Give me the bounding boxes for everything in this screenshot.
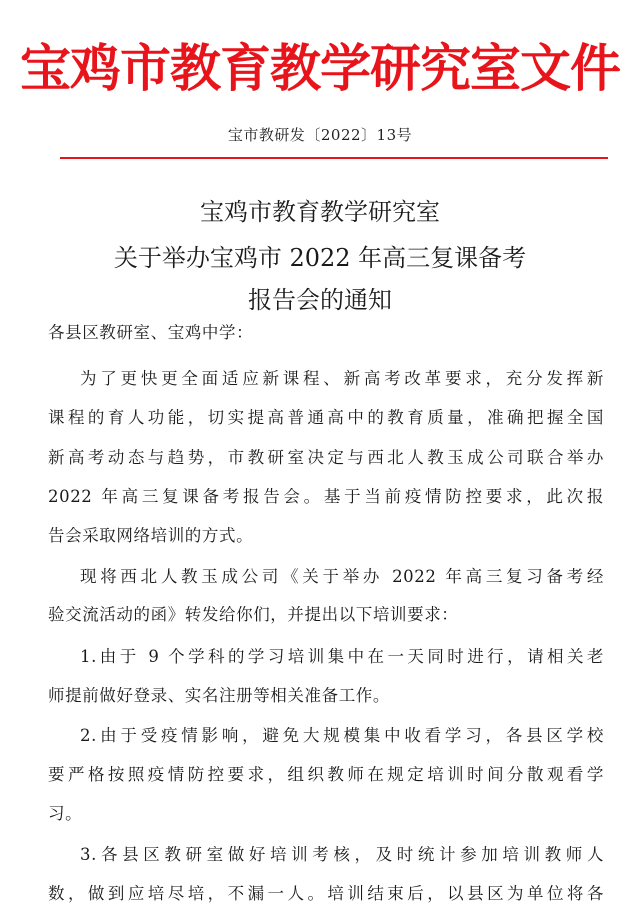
requirement-1-line: 师提前做好登录、实名注册等相关准备工作。 <box>48 686 390 705</box>
requirement-3-line: 数，做到应培尽培，不漏一人。培训结束后，以县区为单位将各 <box>48 884 604 903</box>
notice-title-line-3: 报告会的通知 <box>248 286 392 314</box>
requirement-1-line: 1.由于 9 个学科的学习培训集中在一天同时进行，请相关老 <box>80 647 604 666</box>
red-separator-line <box>60 157 608 159</box>
paragraph-1-line: 课程的育人功能，切实提高普通高中的教育质量，准确把握全国 <box>48 408 604 427</box>
paragraph-1-line: 新高考动态与趋势，市教研室决定与西北人教玉成公司联合举办 <box>48 448 604 467</box>
requirement-2-line: 要严格按照疫情防控要求，组织教师在规定培训时间分散观看学 <box>48 765 604 784</box>
requirement-3-line: 3.各县区教研室做好培训考核，及时统计参加培训教师人 <box>80 845 604 864</box>
document-number: 宝市教研发〔2022〕13号 <box>227 126 413 144</box>
paragraph-1-line: 2022 年高三复课备考报告会。基于当前疫情防控要求，此次报 <box>48 487 604 506</box>
issuing-org-header: 宝鸡市教育教学研究室文件 <box>19 40 620 99</box>
notice-title-line-1: 宝鸡市教育教学研究室 <box>200 198 440 226</box>
requirement-2-line: 2.由于受疫情影响，避免大规模集中收看学习，各县区学校 <box>80 726 604 745</box>
paragraph-1-line: 告会采取网络培训的方式。 <box>48 526 254 545</box>
notice-title-line-2: 关于举办宝鸡市 2022 年高三复课备考 <box>113 244 527 272</box>
paragraph-1-line: 为了更快更全面适应新课程、新高考改革要求，充分发挥新 <box>80 369 604 388</box>
paragraph-2-line: 验交流活动的函》转发给你们，并提出以下培训要求： <box>48 605 459 624</box>
salutation: 各县区教研室、宝鸡中学： <box>48 323 254 342</box>
paragraph-2-line: 现将西北人教玉成公司《关于举办 2022 年高三复习备考经 <box>80 567 604 586</box>
requirement-2-line: 习。 <box>48 804 83 823</box>
